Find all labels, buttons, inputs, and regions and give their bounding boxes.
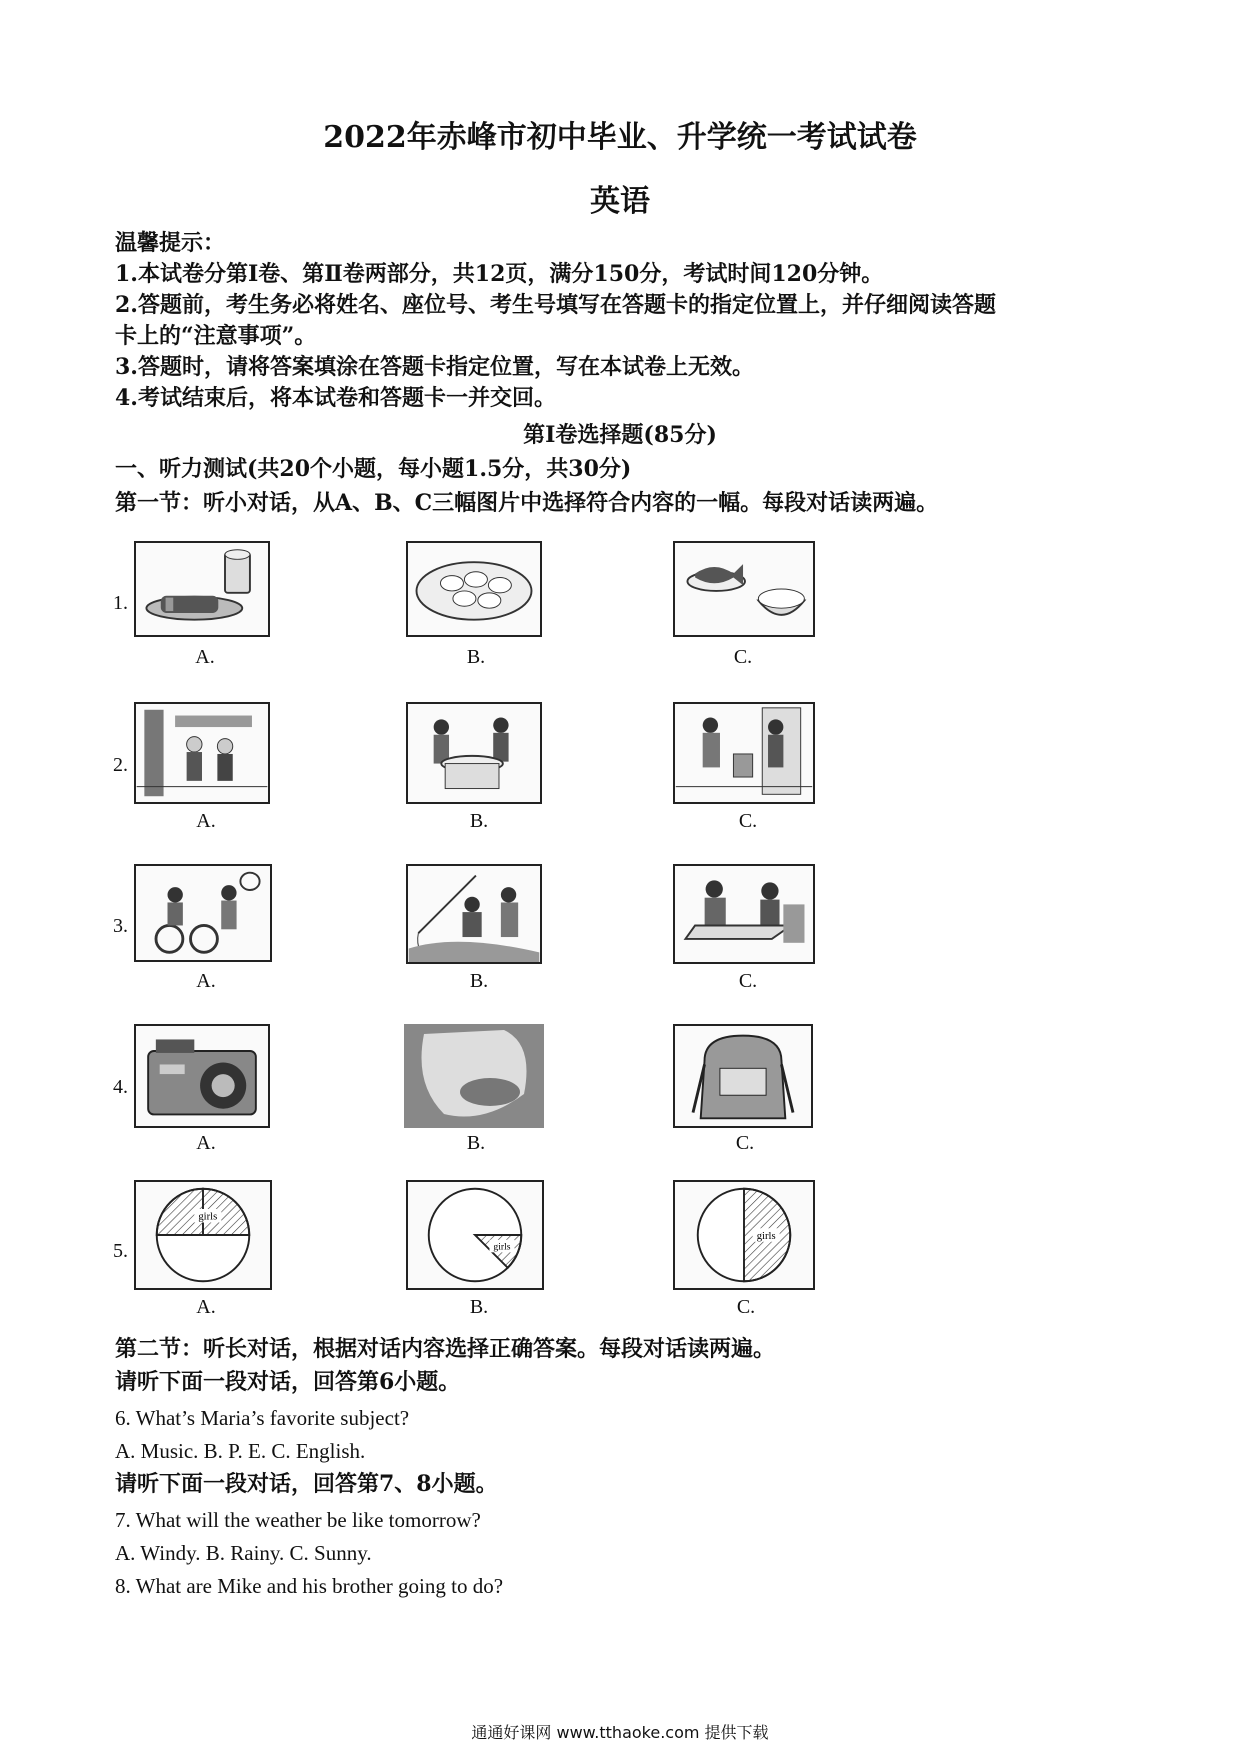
option-label-b: B.: [469, 810, 489, 832]
tip-4: 4.考试结束后，将本试卷和答题卡一并交回。: [115, 385, 556, 411]
option-label-c: C.: [733, 646, 753, 668]
exam-subject: 英语: [590, 184, 650, 219]
option-label-c: C.: [738, 970, 758, 992]
bread-milk-picture: [134, 541, 270, 637]
tip-3: 3.答题时，请将答案填涂在答题卡指定位置，写在本试卷上无效。: [115, 354, 754, 380]
tip-2: 2.答题前，考生务必将姓名、座位号、考生号填写在答题卡的指定位置上，并仔细阅读答题: [115, 292, 996, 318]
question-8: 8. What are Mike and his brother going to do?: [115, 1574, 504, 1598]
pie-quarter-picture: [134, 1180, 272, 1290]
part1-title: 第Ⅰ卷选择题(85分): [523, 422, 717, 448]
restaurant-table-picture: [406, 702, 542, 804]
option-label-b: B.: [466, 1132, 486, 1154]
option-label-c: C.: [738, 810, 758, 832]
question-number: 3.: [113, 915, 128, 937]
pie-label: girls: [756, 1230, 776, 1242]
dumplings-plate-picture: [406, 541, 542, 637]
question-6-options: A. Music. B. P. E. C. English.: [115, 1439, 366, 1463]
option-label-a: A.: [196, 810, 216, 832]
pie-half-picture: [673, 1180, 815, 1290]
pie-label: girls: [198, 1211, 218, 1223]
pie-label: girls: [493, 1241, 511, 1253]
question-number: 1.: [113, 592, 128, 614]
pie-eighth-picture: [406, 1180, 544, 1290]
option-label-b: B.: [469, 1296, 489, 1318]
option-label-c: C.: [735, 1132, 755, 1154]
option-label-b: B.: [469, 970, 489, 992]
shop-counter-picture: [134, 702, 270, 804]
section-title: 一、听力测试(共20个小题，每小题1.5分，共30分): [115, 456, 632, 482]
option-label-b: B.: [466, 646, 486, 668]
tip-1: 1.本试卷分第Ⅰ卷、第Ⅱ卷两部分，共12页，满分150分，考试时间120分钟。: [115, 261, 884, 287]
tips-heading: 温馨提示：: [115, 230, 226, 256]
office-desk-picture: [673, 864, 815, 964]
option-label-c: C.: [736, 1296, 756, 1318]
subsection1-title: 第一节：听小对话，从A、B、C三幅图片中选择符合内容的一幅。每段对话读两遍。: [115, 490, 939, 516]
question-7: 7. What will the weather be like tomorrow?: [115, 1508, 481, 1532]
tip-2-cont: 卡上的“注意事项”。: [115, 323, 317, 349]
question-number: 5.: [113, 1240, 128, 1262]
question-number: 4.: [113, 1076, 128, 1098]
camera-picture: [134, 1024, 270, 1128]
prompt-q7-8: 请听下面一段对话，回答第7、8小题。: [115, 1471, 498, 1497]
option-label-a: A.: [195, 646, 215, 668]
fish-rice-picture: [673, 541, 815, 637]
question-number: 2.: [113, 754, 128, 776]
bike-tennis-picture: [134, 864, 272, 962]
fishing-picture: [406, 864, 542, 964]
page-footer: 通通好课网 www.tthaoke.com 提供下载: [471, 1723, 769, 1742]
question-6: 6. What’s Maria’s favorite subject?: [115, 1406, 410, 1430]
subsection2-title: 第二节：听长对话，根据对话内容选择正确答案。每段对话读两遍。: [115, 1336, 776, 1362]
shopping-street-picture: [673, 702, 815, 804]
option-label-a: A.: [196, 1296, 216, 1318]
option-label-a: A.: [196, 1132, 216, 1154]
exam-title: 2022年赤峰市初中毕业、升学统一考试试卷: [323, 120, 917, 155]
prompt-q6: 请听下面一段对话，回答第6小题。: [115, 1369, 461, 1395]
scarf-picture: [404, 1024, 544, 1128]
question-7-options: A. Windy. B. Rainy. C. Sunny.: [115, 1541, 372, 1565]
option-label-a: A.: [196, 970, 216, 992]
backpack-picture: [673, 1024, 813, 1128]
